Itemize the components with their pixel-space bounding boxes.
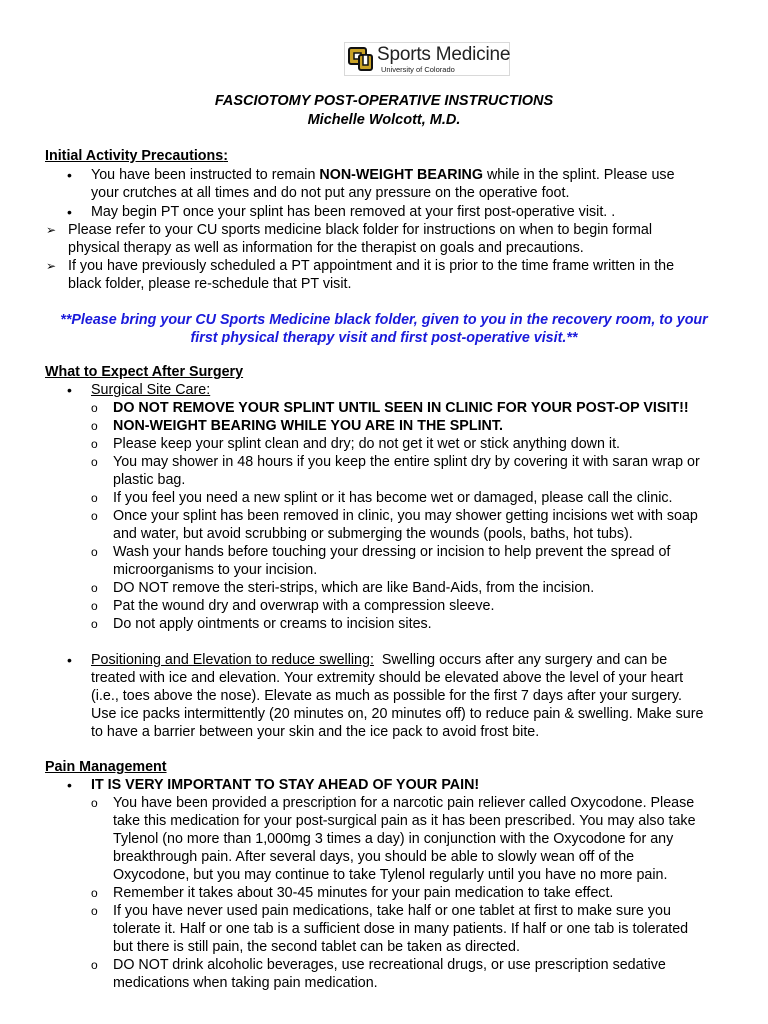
initial-heading-text: Initial Activity Precautions	[45, 148, 224, 164]
circle-bullet-icon: o	[91, 886, 98, 900]
bullet-icon: •	[67, 204, 72, 220]
site-care-item-7: Wash your hands before touching your dressing or incision to help prevent the spread of	[113, 544, 671, 560]
pain-item-1-line-3: Tylenol (no more than 1,000mg 3 times a day) in conjunction with the Oxycodone for any	[113, 831, 674, 847]
folder-notice-line-1: **Please bring your CU Sports Medicine black folder, given to you in the recovery room, to your	[60, 312, 708, 328]
initial-arrow-2-line-2: black folder, please re-schedule that PT visit.	[68, 276, 352, 292]
initial-arrow-2: If you have previously scheduled a PT appointment and it is prior to the time frame written in the	[68, 258, 675, 274]
pain-item-2: Remember it takes about 30-45 minutes for your pain medication to take effect.	[113, 885, 614, 901]
section-heading-expect: What to Expect After Surgery	[45, 364, 244, 380]
folder-notice-line-2: first physical therapy visit and first post-operative visit.**	[190, 330, 578, 346]
site-care-item-3: Please keep your splint clean and dry; do not get it wet or stick anything down it.	[113, 436, 621, 452]
arrow-bullet-icon: ➢	[46, 259, 57, 273]
bullet-icon: •	[67, 652, 72, 668]
pain-item-1-line-5: Oxycodone, but you may continue to take Tylenol regularly until you have no more pain.	[113, 867, 668, 883]
cu-sports-medicine-logo	[344, 42, 510, 76]
site-care-item-4: You may shower in 48 hours if you keep the entire splint dry by covering it with saran wrap or	[113, 454, 700, 470]
positioning-line-1: Positioning and Elevation to reduce swelling: Swelling occurs after any surgery and can be	[91, 652, 668, 668]
site-care-item-10: Do not apply ointments or creams to incision sites.	[113, 616, 432, 632]
circle-bullet-icon: o	[91, 958, 98, 972]
pain-item-3-line-3: but there is still pain, the second tablet can be taken as directed.	[113, 939, 520, 955]
site-care-item-7-line-2: microorganisms to your incision.	[113, 562, 318, 578]
pain-item-3: If you have never used pain medications, take half or one tablet at first to make sure you	[113, 903, 671, 919]
initial-bullet-1-line-2: your crutches at all times and do not put any pressure on the operative foot.	[91, 185, 570, 201]
pain-main-point: IT IS VERY IMPORTANT TO STAY AHEAD OF YOUR PAIN!	[91, 777, 480, 793]
document-title: FASCIOTOMY POST-OPERATIVE INSTRUCTIONS	[214, 93, 554, 109]
pain-item-1-line-2: take this medication for your post-surgical pain as it has been prescribed. You may also take	[113, 813, 696, 829]
arrow-bullet-icon: ➢	[46, 223, 57, 237]
circle-bullet-icon: o	[91, 455, 98, 469]
initial-arrow-1-line-2: physical therapy as well as information for the therapist on goals and precautions.	[68, 240, 584, 256]
pain-item-3-line-2: tolerate it. Half or one tab is a sufficient dose in many patients. If half or one tab is tolerated	[113, 921, 689, 937]
bullet-icon: •	[67, 382, 72, 398]
positioning-line-3: (i.e., toes above the nose). Elevate as much as possible for the first 7 days after your surgery.	[91, 688, 682, 704]
circle-bullet-icon: o	[91, 491, 98, 505]
initial-heading-colon: :	[223, 148, 228, 164]
positioning-line-5: to have a barrier between your skin and the ice pack to avoid frost bite.	[91, 724, 540, 740]
pain-item-4: DO NOT drink alcoholic beverages, use recreational drugs, or use prescription sedative	[113, 957, 666, 973]
pain-item-4-line-2: medications when taking pain medication.	[113, 975, 378, 991]
circle-bullet-icon: o	[91, 509, 98, 523]
surgical-site-care-label: Surgical Site Care:	[91, 382, 211, 398]
document-author: Michelle Wolcott, M.D.	[307, 112, 461, 128]
pain-item-1: You have been provided a prescription for a narcotic pain reliever called Oxycodone. Please	[113, 795, 695, 811]
logo-title: Sports Medicine	[377, 44, 511, 65]
cu-logo-icon	[348, 46, 374, 72]
circle-bullet-icon: o	[91, 904, 98, 918]
site-care-item-6-line-2: and water, but avoid scrubbing or submerging the wounds (pools, baths, hot tubs).	[113, 526, 633, 542]
circle-bullet-icon: o	[91, 545, 98, 559]
initial-arrow-1: Please refer to your CU sports medicine black folder for instructions on when to begin formal	[68, 222, 653, 238]
site-care-item-5: If you feel you need a new splint or it has become wet or damaged, please call the clinic.	[113, 490, 673, 506]
circle-bullet-icon: o	[91, 599, 98, 613]
circle-bullet-icon: o	[91, 581, 98, 595]
initial-bullet-1: You have been instructed to remain NON-WEIGHT BEARING while in the splint. Please use	[91, 167, 675, 183]
positioning-line-4: Use ice packs intermittently (20 minutes on, 20 minutes off) to reduce pain & swelling. Make sure	[91, 706, 704, 722]
site-care-item-6: Once your splint has been removed in clinic, you may shower getting incisions wet with soap	[113, 508, 698, 524]
site-care-item-1: DO NOT REMOVE YOUR SPLINT UNTIL SEEN IN CLINIC FOR YOUR POST-OP VISIT!!	[113, 400, 689, 416]
site-care-item-2: NON-WEIGHT BEARING WHILE YOU ARE IN THE SPLINT.	[113, 418, 503, 434]
circle-bullet-icon: o	[91, 401, 98, 415]
bullet-icon: •	[67, 167, 72, 183]
circle-bullet-icon: o	[91, 617, 98, 631]
section-heading-pain: Pain Management	[45, 759, 167, 775]
initial-bullet-2: May begin PT once your splint has been removed at your first post-operative visit. .	[91, 204, 616, 220]
pain-item-1-line-4: breakthrough pain. After several days, you should be able to slowly wean off of the	[113, 849, 635, 865]
circle-bullet-icon: o	[91, 419, 98, 433]
site-care-item-9: Pat the wound dry and overwrap with a compression sleeve.	[113, 598, 495, 614]
site-care-item-4-line-2: plastic bag.	[113, 472, 186, 488]
site-care-item-8: DO NOT remove the steri-strips, which are like Band-Aids, from the incision.	[113, 580, 595, 596]
logo-subtitle: University of Colorado	[381, 65, 455, 74]
circle-bullet-icon: o	[91, 437, 98, 451]
positioning-line-2: treated with ice and elevation. Your extremity should be elevated above the level of your heart	[91, 670, 684, 686]
circle-bullet-icon: o	[91, 796, 98, 810]
bullet-icon: •	[67, 777, 72, 793]
section-heading-initial	[45, 147, 228, 165]
